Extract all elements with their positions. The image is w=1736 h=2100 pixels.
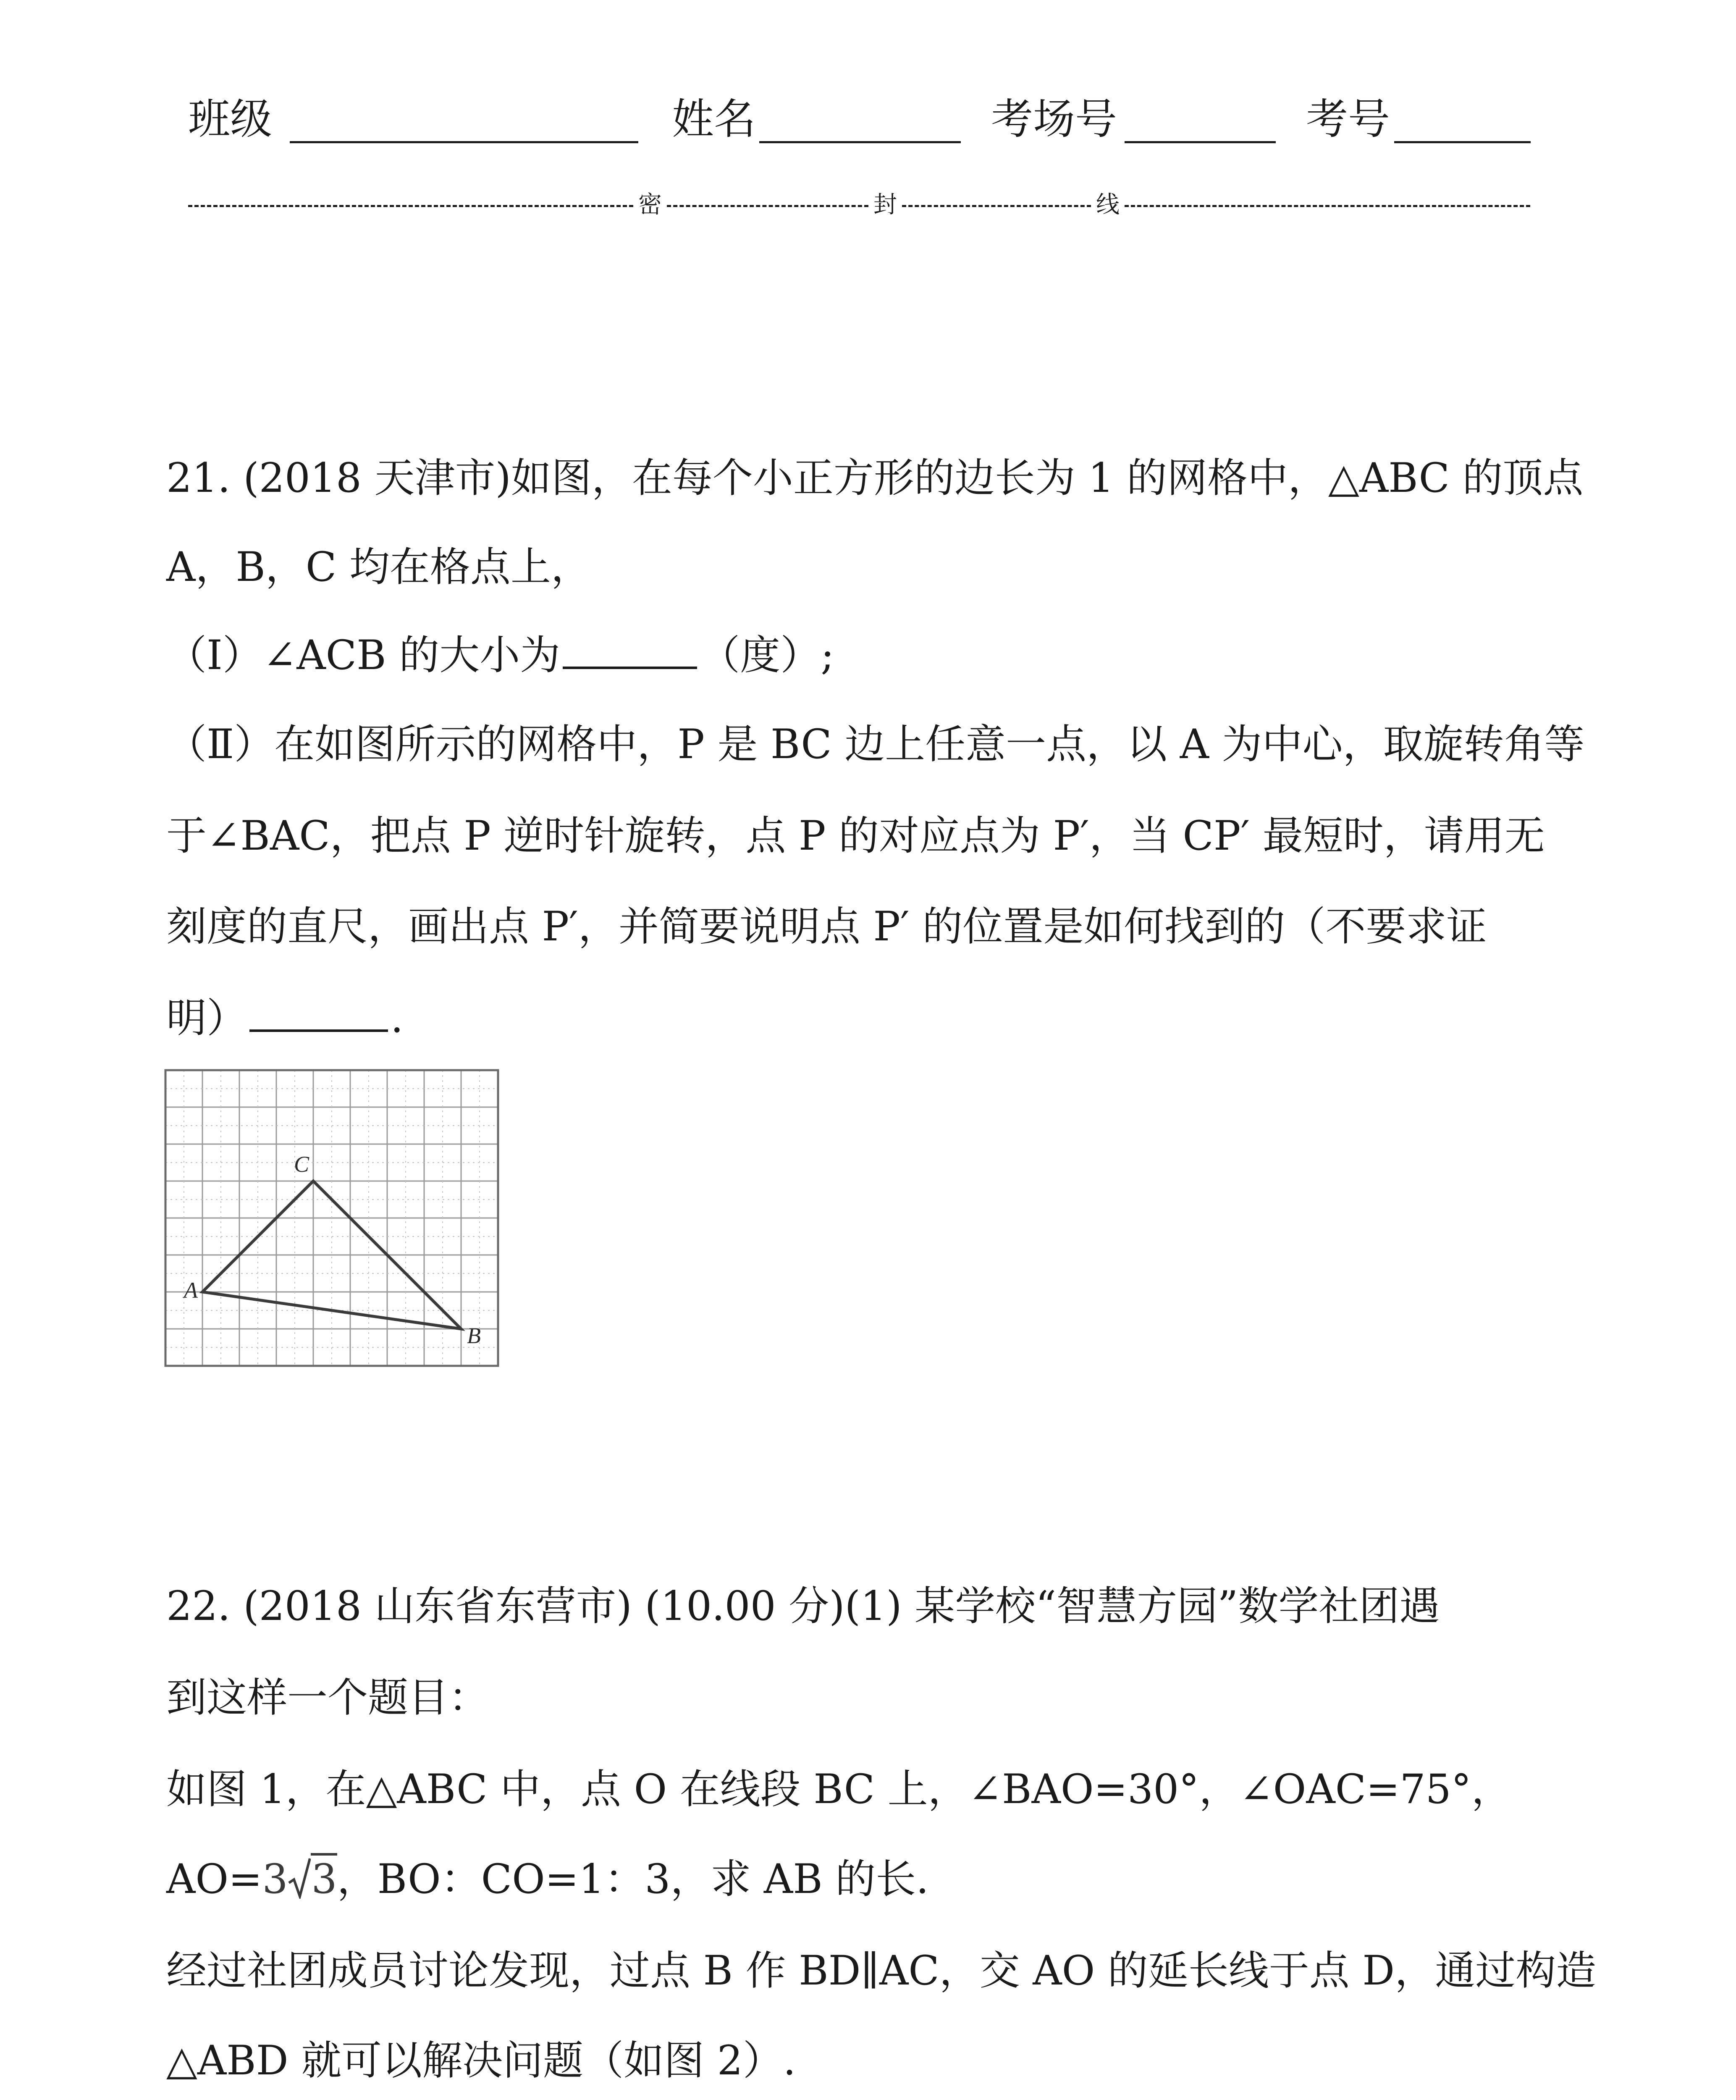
q22-line5: 经过社团成员讨论发现，过点 B 作 BD∥AC，交 AO 的延长线于点 D，通过构造 (166, 1947, 1597, 1994)
q21-part1 (166, 630, 834, 680)
q21-part2-line1: （Ⅱ）在如图所示的网格中，P 是 BC 边上任意一点，以 A 为中心，取旋转角等 (166, 721, 1585, 768)
sqrt-expression (262, 1854, 337, 1904)
q22-line4-post: ，BO：CO=1：3，求 AB 的长. (337, 1856, 929, 1903)
q21-part1-blank[interactable] (563, 667, 697, 669)
seal-char-xian: 线 (1096, 191, 1120, 218)
q21-part2-blank[interactable] (249, 1029, 388, 1032)
q21-part2-line4-end: . (391, 995, 404, 1042)
number-field[interactable] (1394, 141, 1531, 143)
q21-line1: 21. (2018 天津市)如图，在每个小正方形的边长为 1 的网格中，△ABC 的顶点 (166, 454, 1584, 501)
seal-dash (1125, 205, 1530, 207)
class-field[interactable] (290, 141, 638, 143)
q21-part2-line4 (166, 993, 404, 1043)
q21-grid-figure (163, 1068, 507, 1370)
name-field[interactable] (759, 141, 961, 143)
vertex-label-a: A (184, 1278, 198, 1303)
class-label: 班级 (188, 94, 272, 144)
q21-line2: A，B，C 均在格点上， (166, 543, 591, 591)
q22-line1: 22. (2018 山东省东营市) (10.00 分)(1) 某学校“智慧方园”数学社团遇 (166, 1583, 1440, 1630)
room-label: 考场号 (991, 94, 1117, 144)
q22-line6: △ABD 就可以解决问题（如图 2）. (166, 2037, 796, 2084)
q21-part1-unit: （度）; (700, 632, 834, 679)
name-label: 姓名 (672, 94, 756, 144)
vertex-label-c: C (294, 1152, 309, 1177)
room-field[interactable] (1125, 141, 1276, 143)
grid-lines (165, 1070, 498, 1366)
q22-line4 (166, 1854, 929, 1904)
seal-char-mi: 密 (638, 191, 662, 218)
seal-char-feng: 封 (873, 191, 897, 218)
q22-line3: 如图 1，在△ABC 中，点 O 在线段 BC 上，∠BAO=30°，∠OAC=75°， (166, 1766, 1512, 1813)
seal-dash (902, 205, 1091, 207)
q21-part2-line2: 于∠BAC，把点 P 逆时针旋转，点 P 的对应点为 P′，当 CP′ 最短时，请用无 (166, 812, 1545, 859)
seal-line (188, 192, 1530, 218)
sqrt-coefficient: 3 (262, 1856, 288, 1903)
q21-part1-text: （I）∠ACB 的大小为 (166, 632, 561, 679)
seal-dash (667, 205, 868, 207)
vertex-label-b: B (467, 1323, 481, 1348)
q21-part2-line3: 刻度的直尺，画出点 P′，并简要说明点 P′ 的位置是如何找到的（不要求证 (166, 903, 1487, 950)
number-label: 考号 (1306, 94, 1390, 144)
sqrt-radicand: 3 (311, 1853, 337, 1903)
seal-dash (188, 205, 633, 207)
radical-sign-icon (288, 1857, 311, 1899)
q22-line4-pre: AO= (166, 1856, 262, 1903)
q22-line2: 到这样一个题目： (166, 1674, 489, 1721)
q21-part2-line4-text: 明） (166, 995, 247, 1042)
